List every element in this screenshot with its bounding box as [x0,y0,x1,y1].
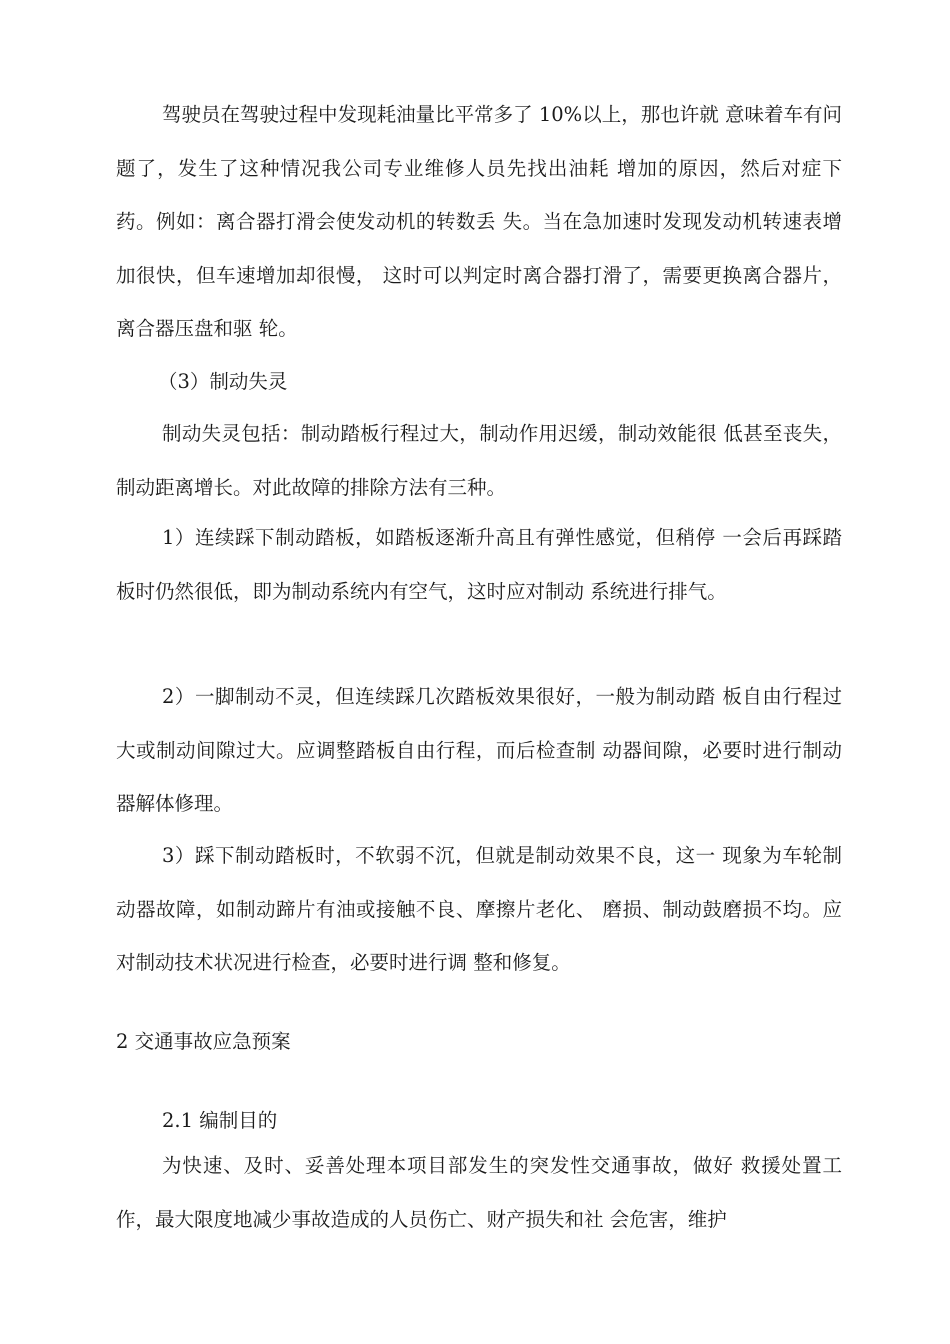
section-heading-traffic-accident-plan: 2 交通事故应急预案 [116,1030,291,1053]
paragraph-purpose: 为快速、及时、妥善处理本项目部发生的突发性交通事故，做好 救援处置工作，最大限度地减少事故造成的人员伤亡、财产损失和社 会危害，维护 [116,1154,842,1231]
paragraph-fuel-consumption: 驾驶员在驾驶过程中发现耗油量比平常多了 10%以上，那也许就 意味着车有问题了，发生了这种情况我公司专业维修人员先找出油耗 增加的原因，然后对症下药。例如：离合器打滑会使发动机的转数丢 失。当在急加速时发现发动机转速表增加很快，但车速增加却很慢， 这时可以判定时离合器打滑了，需要更换离合器片，离合器压盘和驱 轮。 [116,103,842,340]
subsection-heading-purpose: 2.1 编制目的 [162,1109,278,1132]
subheading-brake-failure: （3）制动失灵 [158,370,288,393]
paragraph-brake-step-2: 2）一脚制动不灵，但连续踩几次踏板效果很好，一般为制动踏 板自由行程过大或制动间隙过大。应调整踏板自由行程，而后检查制 动器间隙，必要时进行制动器解体修理。 [116,685,842,815]
paragraph-brake-step-1: 1）连续踩下制动踏板，如踏板逐渐升高且有弹性感觉，但稍停 一会后再踩踏板时仍然很低，即为制动系统内有空气，这时应对制动 系统进行排气。 [116,526,842,603]
paragraph-brake-failure-intro: 制动失灵包括：制动踏板行程过大，制动作用迟缓，制动效能很 低甚至丧失，制动距离增长。对此故障的排除方法有三种。 [116,422,842,499]
paragraph-brake-step-3: 3）踩下制动踏板时，不软弱不沉，但就是制动效果不良，这一 现象为车轮制动器故障，如制动蹄片有油或接触不良、摩擦片老化、 磨损、制动鼓磨损不均。应对制动技术状况进行检查，必要时进行调 整和修复。 [116,844,842,974]
